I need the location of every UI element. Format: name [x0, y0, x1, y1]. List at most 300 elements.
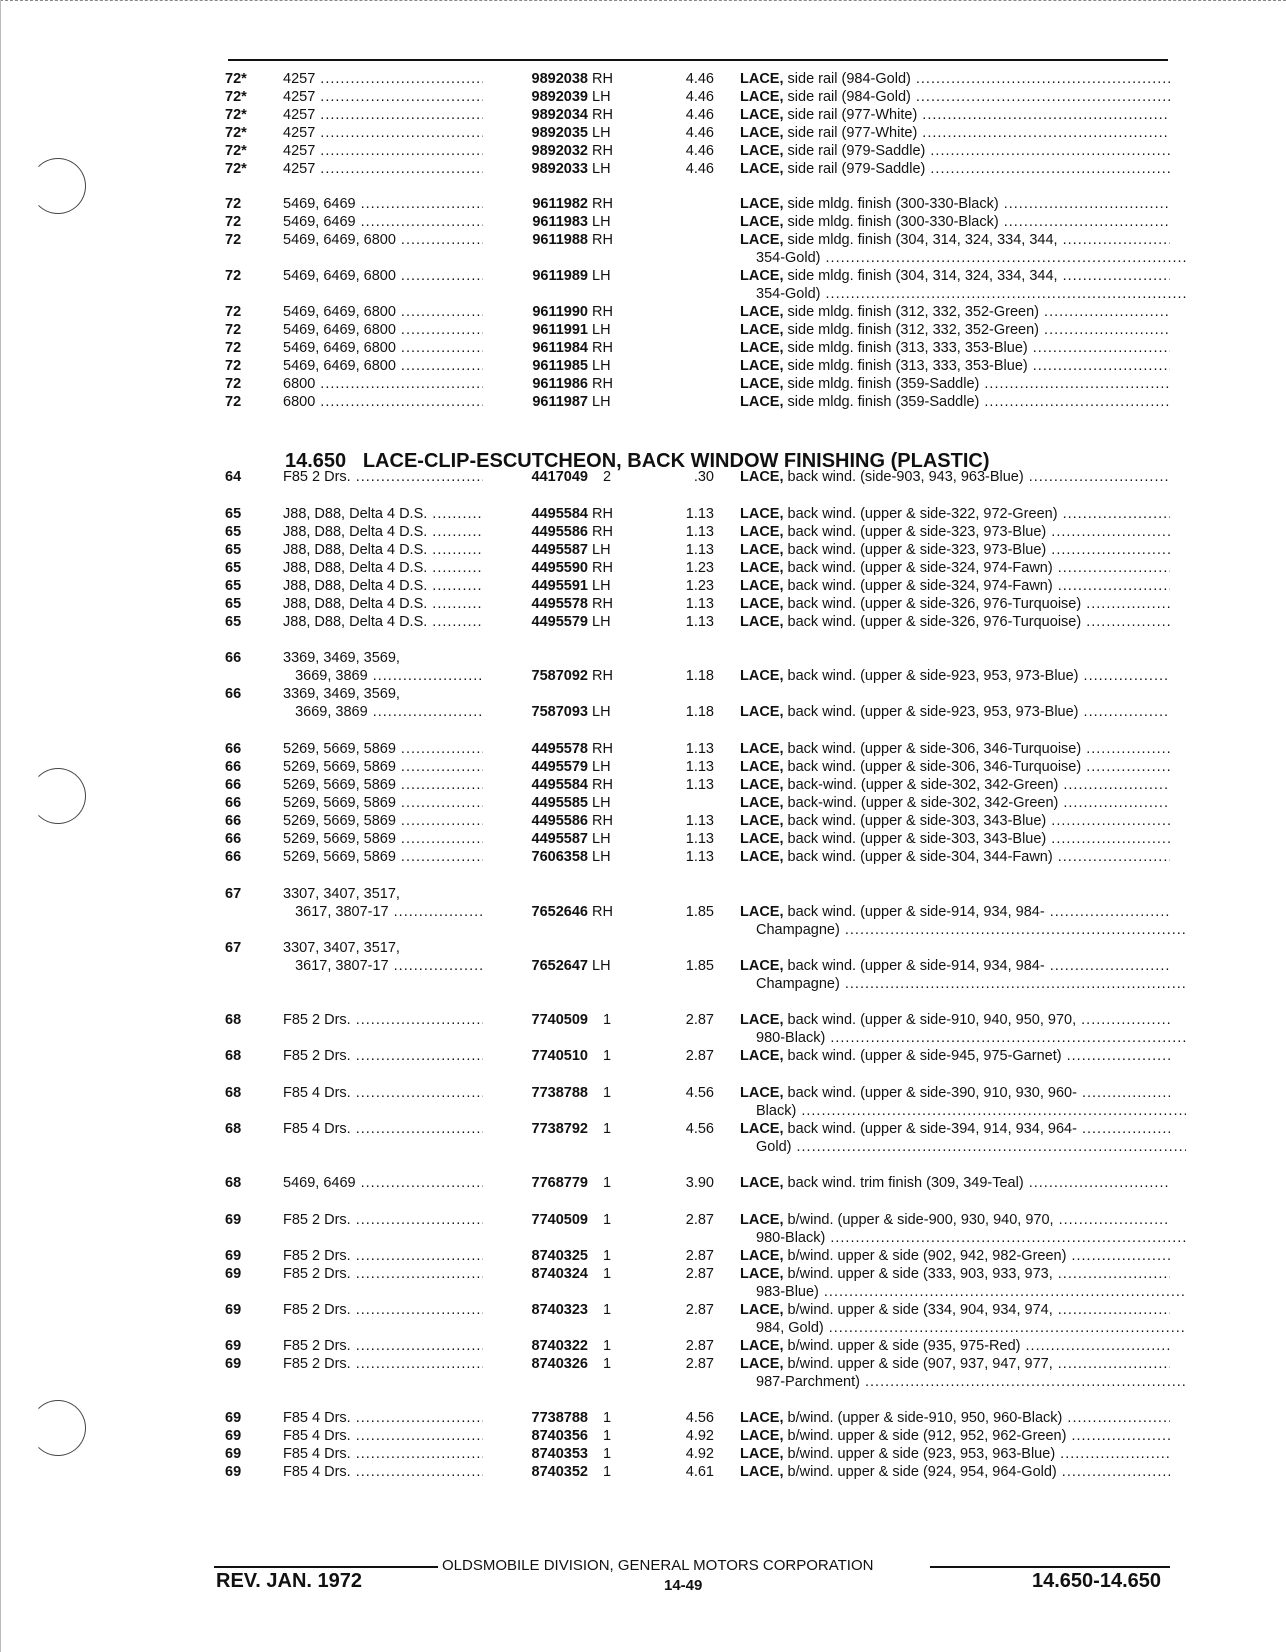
part-number: 9892035: [484, 124, 588, 142]
table-row: [0, 1174, 1286, 1192]
part-description: [756, 1283, 1186, 1301]
model-list: J88, D88, Delta 4 D.S. .....: [283, 595, 483, 613]
description-text: side rail (977-White): [787, 125, 918, 141]
price: 4.92: [685, 1428, 714, 1444]
description-text: back wind. (upper & side-323, 973-Blue): [787, 524, 1047, 540]
part-name: LACE,: [740, 614, 784, 630]
side-indicator: RH: [592, 143, 613, 159]
price: 2.87: [685, 1048, 714, 1064]
side-indicator: RH: [592, 596, 613, 612]
part-number: 4495579: [484, 758, 588, 776]
table-row: [0, 1084, 1286, 1102]
model-list: 5269, 5669, 5869 .....: [283, 830, 483, 848]
description-text: side rail (979-Saddle): [787, 143, 926, 159]
description-text: b/wind. upper & side (924, 954, 964-Gold): [787, 1464, 1057, 1480]
part-name: LACE,: [740, 596, 784, 612]
description-text: back wind. (upper & side-306, 346-Turquoise): [787, 741, 1082, 757]
price: 1.13: [685, 777, 714, 793]
side-indicator: LH: [592, 849, 611, 865]
quantity: 1: [602, 1302, 612, 1318]
part-number: 8740352: [484, 1463, 588, 1481]
part-name: LACE,: [740, 1248, 784, 1264]
description-text: back wind. (upper & side-326, 976-Turquoise): [787, 596, 1082, 612]
description-text: 980-Black): [756, 1230, 826, 1246]
part-description: [740, 1445, 1170, 1463]
table-row: [0, 1427, 1286, 1445]
table-row: [0, 1265, 1286, 1283]
part-name: LACE,: [740, 1338, 784, 1354]
model-list: 3617, 3807-17 .....: [283, 957, 483, 975]
part-number: 9611987: [484, 393, 588, 411]
model-list: 4257 .....: [283, 70, 483, 88]
part-description: [740, 1084, 1170, 1102]
part-number: 9611982: [484, 195, 588, 213]
part-number: 9892032: [484, 142, 588, 160]
description-text: b/wind. upper & side (334, 904, 934, 974,: [787, 1302, 1053, 1318]
part-name: LACE,: [740, 340, 784, 356]
table-row: [0, 505, 1286, 523]
footer-rule-right: [930, 1566, 1170, 1568]
model-list: 3307, 3407, 3517,: [283, 940, 400, 956]
model-list: J88, D88, Delta 4 D.S. .....: [283, 523, 483, 541]
model-list: 5269, 5669, 5869 .....: [283, 758, 483, 776]
side-indicator: RH: [592, 777, 613, 793]
ref-key: 72: [225, 340, 242, 356]
description-text: side rail (979-Saddle): [787, 161, 926, 177]
description-text: 984, Gold): [756, 1320, 824, 1336]
part-description: [740, 321, 1170, 339]
side-indicator: LH: [592, 89, 611, 105]
part-name: LACE,: [740, 849, 784, 865]
ref-key: 65: [225, 596, 242, 612]
table-row: [0, 1047, 1286, 1065]
table-row: [0, 357, 1286, 375]
part-name: LACE,: [740, 1048, 784, 1064]
ref-key: 66: [225, 741, 242, 757]
side-indicator: RH: [592, 524, 613, 540]
side-indicator: LH: [592, 831, 611, 847]
side-indicator: RH: [592, 560, 613, 576]
part-number: 9611985: [484, 357, 588, 375]
model-list: J88, D88, Delta 4 D.S. .....: [283, 505, 483, 523]
part-description: [756, 1229, 1186, 1247]
side-indicator: LH: [592, 268, 611, 284]
part-number: 9611989: [484, 267, 588, 285]
part-number: 4495584: [484, 776, 588, 794]
part-number: 7738792: [484, 1120, 588, 1138]
part-description: [756, 1138, 1186, 1156]
table-row: [0, 885, 1286, 903]
ref-key: 72: [225, 376, 242, 392]
part-number: 7606358: [484, 848, 588, 866]
price: 1.13: [685, 614, 714, 630]
description-text: side mldg. finish (304, 314, 324, 334, 344,: [787, 232, 1058, 248]
part-description: [740, 1463, 1170, 1481]
model-list: 5469, 6469 .....: [283, 213, 483, 231]
side-indicator: RH: [592, 340, 613, 356]
table-row: [0, 1319, 1286, 1337]
table-row: [0, 758, 1286, 776]
table-row: [0, 285, 1286, 303]
side-indicator: LH: [592, 358, 611, 374]
price: 1.13: [685, 596, 714, 612]
description-text: back wind. (upper & side-303, 343-Blue): [787, 831, 1047, 847]
table-row: [0, 142, 1286, 160]
ref-key: 66: [225, 650, 242, 666]
table-row: [0, 321, 1286, 339]
part-number: 4495587: [484, 830, 588, 848]
part-number: 8740353: [484, 1445, 588, 1463]
part-name: LACE,: [740, 214, 784, 230]
part-description: [740, 1301, 1170, 1319]
quantity: 1: [602, 1121, 612, 1137]
quantity: 1: [602, 1175, 612, 1191]
model-list: F85 4 Drs. .....: [283, 1445, 483, 1463]
quantity: 1: [602, 1012, 612, 1028]
quantity: 1: [602, 1356, 612, 1372]
part-name: LACE,: [740, 268, 784, 284]
model-list: J88, D88, Delta 4 D.S. .....: [283, 541, 483, 559]
price: 1.13: [685, 741, 714, 757]
model-list: 5469, 6469 .....: [283, 195, 483, 213]
table-row: [0, 613, 1286, 631]
ref-key: 66: [225, 831, 242, 847]
model-list: F85 2 Drs. .....: [283, 1047, 483, 1065]
part-name: LACE,: [740, 795, 784, 811]
table-row: [0, 685, 1286, 703]
price: 2.87: [685, 1338, 714, 1354]
footer-section-range: 14.650-14.650: [1031, 1570, 1161, 1592]
price: 1.23: [685, 560, 714, 576]
part-description: [740, 160, 1170, 178]
price: 4.46: [685, 161, 714, 177]
part-number: 7740509: [484, 1211, 588, 1229]
description-text: side mldg. finish (312, 332, 352-Green): [787, 322, 1040, 338]
table-row: [0, 1337, 1286, 1355]
part-number: 7768779: [484, 1174, 588, 1192]
part-description: [740, 231, 1170, 249]
part-number: 9611988: [484, 231, 588, 249]
model-list: 3669, 3869 .....: [283, 703, 483, 721]
part-description: [740, 339, 1170, 357]
side-indicator: RH: [592, 904, 613, 920]
part-name: LACE,: [740, 542, 784, 558]
table-row: [0, 1283, 1286, 1301]
table-row: [0, 703, 1286, 721]
table-row: [0, 195, 1286, 213]
table-row: [0, 939, 1286, 957]
model-list: J88, D88, Delta 4 D.S. .....: [283, 577, 483, 595]
part-number: 8740323: [484, 1301, 588, 1319]
model-list: 3307, 3407, 3517,: [283, 886, 400, 902]
description-text: b/wind. upper & side (907, 937, 947, 977,: [787, 1356, 1053, 1372]
table-row: [0, 88, 1286, 106]
part-name: LACE,: [740, 1121, 784, 1137]
part-name: LACE,: [740, 232, 784, 248]
price: 2.87: [685, 1356, 714, 1372]
price: 2.87: [685, 1248, 714, 1264]
ref-key: 69: [225, 1446, 242, 1462]
table-row: [0, 124, 1286, 142]
table-row: [0, 776, 1286, 794]
quantity: 1: [602, 1446, 612, 1462]
part-number: 9611983: [484, 213, 588, 231]
model-list: F85 2 Drs. .....: [283, 468, 483, 486]
description-text: b/wind. upper & side (935, 975-Red): [787, 1338, 1021, 1354]
description-text: 354-Gold): [756, 250, 821, 266]
part-number: 7587093: [484, 703, 588, 721]
part-name: LACE,: [740, 578, 784, 594]
part-number: 4495584: [484, 505, 588, 523]
description-text: 980-Black): [756, 1030, 826, 1046]
part-number: 8740322: [484, 1337, 588, 1355]
model-list: 3369, 3469, 3569,: [283, 650, 400, 666]
table-row: [0, 1011, 1286, 1029]
part-number: 7738788: [484, 1409, 588, 1427]
table-row: [0, 267, 1286, 285]
ref-key: 65: [225, 614, 242, 630]
part-number: 8740325: [484, 1247, 588, 1265]
part-description: [740, 740, 1170, 758]
part-description: [740, 758, 1170, 776]
description-text: 987-Parchment): [756, 1374, 860, 1390]
part-name: LACE,: [740, 506, 784, 522]
part-number: 9611990: [484, 303, 588, 321]
part-name: LACE,: [740, 89, 784, 105]
description-text: side mldg. finish (313, 333, 353-Blue): [787, 340, 1028, 356]
ref-key: 66: [225, 813, 242, 829]
description-text: b/wind. (upper & side-910, 950, 960-Black): [787, 1410, 1063, 1426]
part-name: LACE,: [740, 904, 784, 920]
side-indicator: RH: [592, 668, 613, 684]
price: 1.23: [685, 578, 714, 594]
side-indicator: RH: [592, 107, 613, 123]
ref-key: 64: [225, 469, 242, 485]
part-name: LACE,: [740, 1012, 784, 1028]
part-description: [756, 921, 1186, 939]
price: 1.18: [685, 704, 714, 720]
table-row: [0, 921, 1286, 939]
table-row: [0, 740, 1286, 758]
part-description: [740, 1120, 1170, 1138]
side-indicator: LH: [592, 322, 611, 338]
description-text: back wind. (upper & side-394, 914, 934, 964-: [787, 1121, 1077, 1137]
table-row: [0, 375, 1286, 393]
table-row: [0, 393, 1286, 411]
part-name: LACE,: [740, 71, 784, 87]
description-text: Black): [756, 1103, 797, 1119]
table-row: [0, 903, 1286, 921]
description-text: Gold): [756, 1139, 792, 1155]
part-description: [740, 1047, 1170, 1065]
model-list: 5269, 5669, 5869 .....: [283, 812, 483, 830]
part-description: [756, 975, 1186, 993]
description-text: back wind. (side-903, 943, 963-Blue): [787, 469, 1024, 485]
part-name: LACE,: [740, 358, 784, 374]
part-description: [740, 393, 1170, 411]
table-row: [0, 812, 1286, 830]
part-name: LACE,: [740, 161, 784, 177]
part-name: LACE,: [740, 376, 784, 392]
table-row: [0, 541, 1286, 559]
part-description: [740, 142, 1170, 160]
price: 1.13: [685, 759, 714, 775]
model-list: 5269, 5669, 5869 .....: [283, 740, 483, 758]
part-description: [740, 213, 1170, 231]
description-text: b/wind. (upper & side-900, 930, 940, 970,: [787, 1212, 1054, 1228]
ref-key: 69: [225, 1212, 242, 1228]
description-text: b/wind. upper & side (912, 952, 962-Green): [787, 1428, 1067, 1444]
side-indicator: RH: [592, 813, 613, 829]
footer-corporation: OLDSMOBILE DIVISION, GENERAL MOTORS CORPORATION: [442, 1557, 874, 1574]
model-list: 4257 .....: [283, 142, 483, 160]
part-name: LACE,: [740, 813, 784, 829]
ref-key: 72*: [225, 161, 247, 177]
part-number: 8740324: [484, 1265, 588, 1283]
description-text: b/wind. upper & side (923, 953, 963-Blue): [787, 1446, 1056, 1462]
part-name: LACE,: [740, 304, 784, 320]
ref-key: 69: [225, 1428, 242, 1444]
ref-key: 66: [225, 686, 242, 702]
table-row: [0, 595, 1286, 613]
ref-key: 72: [225, 268, 242, 284]
page-top-edge: [0, 0, 1286, 2]
ref-key: 72*: [225, 125, 247, 141]
part-name: LACE,: [740, 125, 784, 141]
part-description: [740, 559, 1170, 577]
part-name: LACE,: [740, 196, 784, 212]
part-number: 9611991: [484, 321, 588, 339]
part-name: LACE,: [740, 322, 784, 338]
description-text: back wind. (upper & side-914, 934, 984-: [787, 958, 1045, 974]
part-name: LACE,: [740, 668, 784, 684]
table-row: [0, 70, 1286, 88]
part-number: 4495590: [484, 559, 588, 577]
price: 1.18: [685, 668, 714, 684]
model-list: F85 4 Drs. .....: [283, 1084, 483, 1102]
side-indicator: RH: [592, 232, 613, 248]
ref-key: 72: [225, 322, 242, 338]
part-description: [756, 249, 1186, 267]
part-name: LACE,: [740, 469, 784, 485]
description-text: back wind. (upper & side-304, 344-Fawn): [787, 849, 1053, 865]
table-row: [0, 1301, 1286, 1319]
part-description: [740, 195, 1170, 213]
model-list: F85 4 Drs. .....: [283, 1120, 483, 1138]
table-row: [0, 1211, 1286, 1229]
ref-key: 68: [225, 1121, 242, 1137]
part-name: LACE,: [740, 1212, 784, 1228]
quantity: 1: [602, 1048, 612, 1064]
part-description: [740, 1174, 1170, 1192]
section-number: 14.650: [285, 450, 347, 472]
ref-key: 69: [225, 1356, 242, 1372]
part-name: LACE,: [740, 1446, 784, 1462]
ref-key: 69: [225, 1464, 242, 1480]
table-row: [0, 559, 1286, 577]
model-list: F85 2 Drs. .....: [283, 1247, 483, 1265]
footer-rule-left: [214, 1566, 438, 1568]
part-description: [740, 70, 1170, 88]
model-list: 4257 .....: [283, 88, 483, 106]
model-list: 3369, 3469, 3569,: [283, 686, 400, 702]
price: 2.87: [685, 1302, 714, 1318]
model-list: F85 2 Drs. .....: [283, 1011, 483, 1029]
part-name: LACE,: [740, 1464, 784, 1480]
table-row: [0, 106, 1286, 124]
part-name: LACE,: [740, 143, 784, 159]
part-description: [740, 667, 1170, 685]
ref-key: 69: [225, 1410, 242, 1426]
ref-key: 69: [225, 1338, 242, 1354]
part-description: [756, 285, 1186, 303]
part-number: 8740326: [484, 1355, 588, 1373]
price: 1.85: [685, 958, 714, 974]
table-row: [0, 1409, 1286, 1427]
part-description: [740, 124, 1170, 142]
ref-key: 72: [225, 214, 242, 230]
side-indicator: LH: [592, 759, 611, 775]
part-description: [740, 1247, 1170, 1265]
part-name: LACE,: [740, 958, 784, 974]
quantity: 1: [602, 1085, 612, 1101]
model-list: 5469, 6469, 6800 .....: [283, 267, 483, 285]
description-text: side mldg. finish (300-330-Black): [787, 214, 999, 230]
price: 4.56: [685, 1410, 714, 1426]
part-description: [740, 595, 1170, 613]
price: 1.13: [685, 831, 714, 847]
part-name: LACE,: [740, 704, 784, 720]
part-description: [740, 505, 1170, 523]
part-description: [740, 613, 1170, 631]
part-description: [740, 523, 1170, 541]
part-description: [740, 267, 1170, 285]
part-number: 4495586: [484, 523, 588, 541]
price: 1.85: [685, 904, 714, 920]
part-description: [740, 848, 1170, 866]
part-name: LACE,: [740, 759, 784, 775]
description-text: back-wind. (upper & side-302, 342-Green): [787, 777, 1059, 793]
description-text: back wind. (upper & side-322, 972-Green): [787, 506, 1058, 522]
side-indicator: RH: [592, 506, 613, 522]
part-description: [740, 1427, 1170, 1445]
price: 4.46: [685, 125, 714, 141]
price: 4.46: [685, 107, 714, 123]
part-name: LACE,: [740, 394, 784, 410]
description-text: back wind. (upper & side-306, 346-Turquoise): [787, 759, 1082, 775]
price: 1.13: [685, 849, 714, 865]
part-number: 9892039: [484, 88, 588, 106]
model-list: F85 2 Drs. .....: [283, 1211, 483, 1229]
ref-key: 72*: [225, 143, 247, 159]
part-number: 4495585: [484, 794, 588, 812]
part-description: [740, 1337, 1170, 1355]
table-row: [0, 1229, 1286, 1247]
description-text: b/wind. upper & side (333, 903, 933, 973,: [787, 1266, 1053, 1282]
description-text: 983-Blue): [756, 1284, 819, 1300]
table-row: [0, 957, 1286, 975]
description-text: back wind. trim finish (309, 349-Teal): [787, 1175, 1024, 1191]
model-list: 5469, 6469, 6800 .....: [283, 339, 483, 357]
part-name: LACE,: [740, 777, 784, 793]
ref-key: 68: [225, 1012, 242, 1028]
price: 4.46: [685, 71, 714, 87]
part-description: [740, 794, 1170, 812]
table-row: [0, 975, 1286, 993]
model-list: 5469, 6469, 6800 .....: [283, 303, 483, 321]
table-row: [0, 231, 1286, 249]
table-row: [0, 303, 1286, 321]
